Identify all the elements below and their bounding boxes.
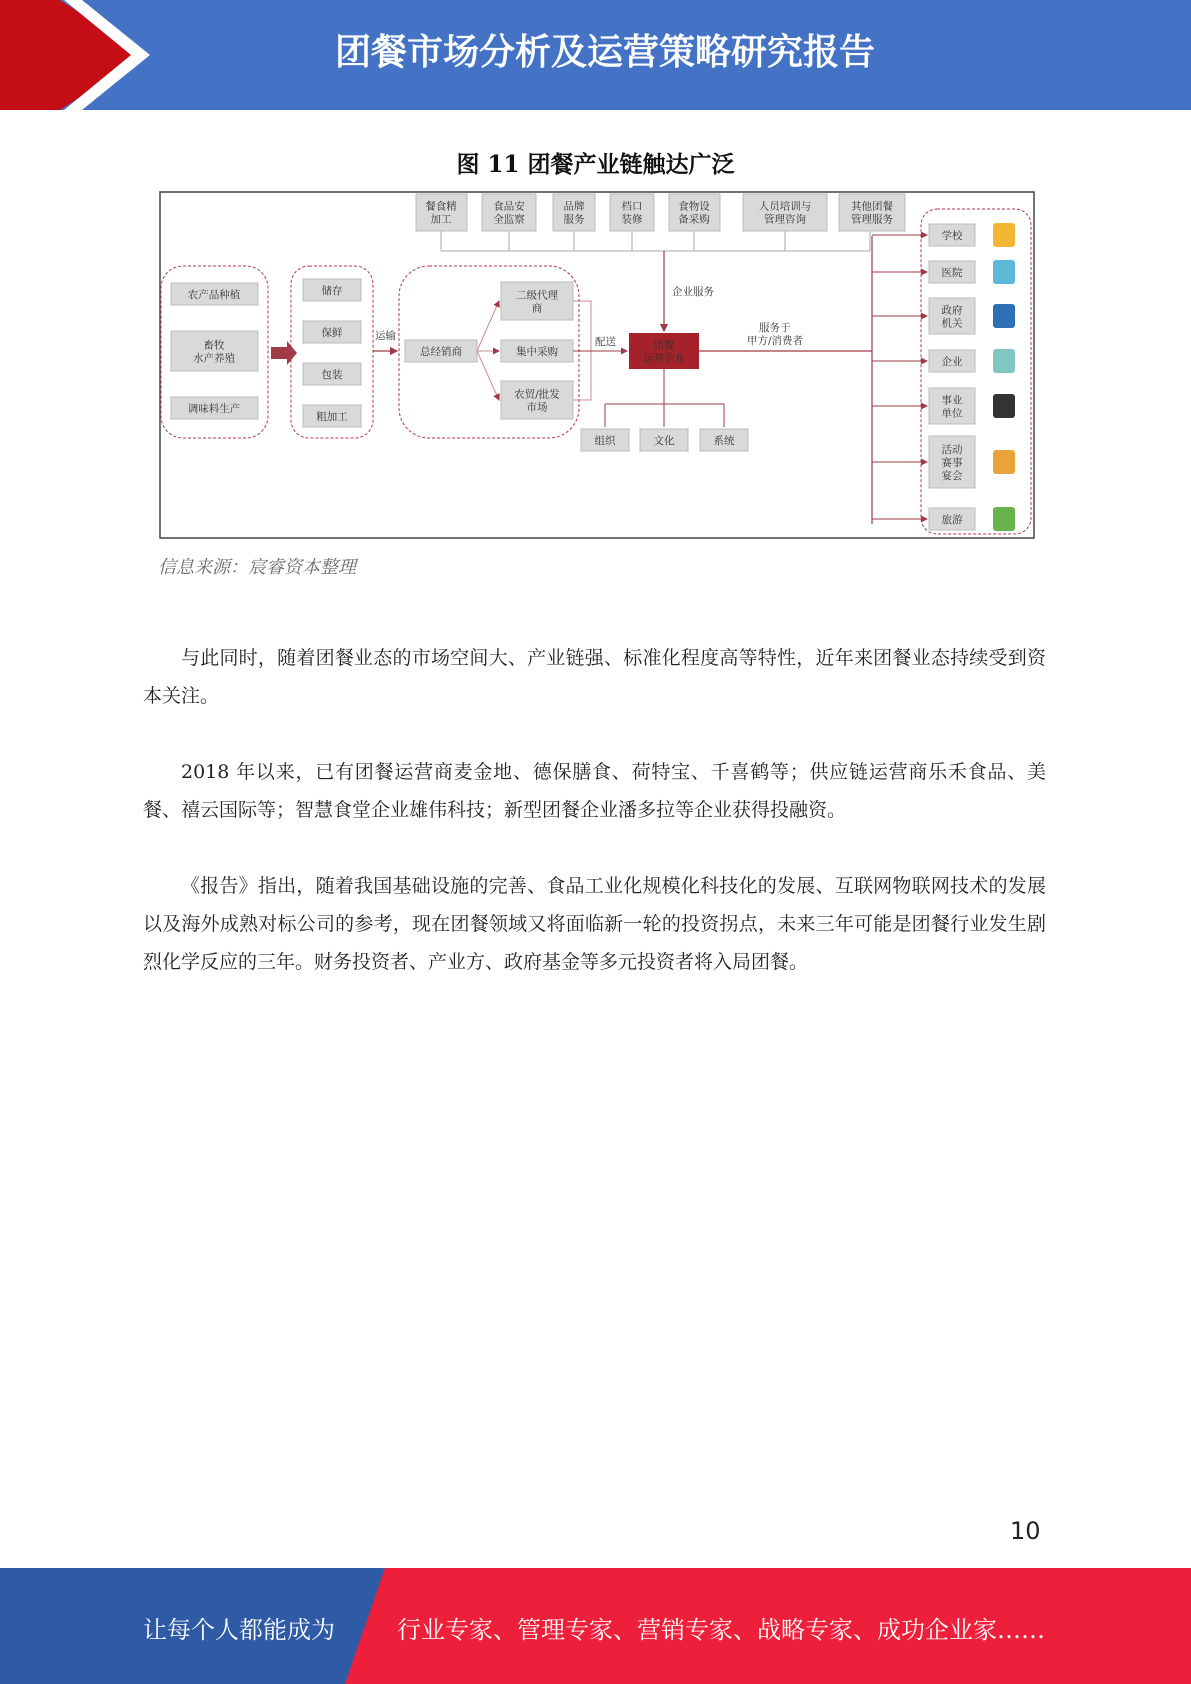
top-service-label: 备采购 bbox=[678, 213, 710, 226]
processing-label: 粗加工 bbox=[316, 411, 348, 423]
industry-chain-diagram bbox=[159, 191, 1035, 539]
core-label: 团餐 bbox=[653, 339, 675, 352]
customer-icon bbox=[993, 394, 1015, 418]
channel-label: 商 bbox=[531, 302, 543, 315]
footer-slogan-left: 让每个人都能成为 bbox=[143, 1616, 335, 1644]
bottom-label: 系统 bbox=[713, 435, 735, 447]
top-service-label: 餐食精 bbox=[425, 200, 457, 213]
bottom-label: 文化 bbox=[653, 435, 675, 447]
production-label: 农产品种植 bbox=[187, 289, 241, 301]
top-service-label: 档口 bbox=[621, 200, 643, 213]
top-service-label: 人员培训与 bbox=[758, 200, 812, 213]
top-service-label: 全监察 bbox=[493, 213, 525, 226]
channel-label: 农贸/批发 bbox=[514, 388, 560, 401]
processing-label: 保鲜 bbox=[321, 327, 343, 339]
customer-label: 宴会 bbox=[941, 470, 963, 482]
page-header bbox=[0, 0, 1191, 110]
top-service-label: 服务 bbox=[563, 213, 585, 226]
customer-label: 医院 bbox=[941, 267, 963, 279]
processing-label: 储存 bbox=[321, 285, 343, 297]
customer-label: 旅游 bbox=[941, 514, 963, 526]
customer-icon bbox=[993, 260, 1015, 284]
top-service-label: 加工 bbox=[430, 213, 452, 226]
channel-label: 市场 bbox=[526, 401, 548, 414]
top-service-label: 其他团餐 bbox=[851, 200, 893, 213]
paragraph-3: 《报告》指出，随着我国基础设施的完善、食品工业化规模化科技化的发展、互联网物联网技术的发展以及海外成熟对标公司的参考，现在团餐领域又将面临新一轮的投资拐点，未来三年可能是团餐行业发生剧烈化学反应的三年。财务投资者、产业方、政府基金等多元投资者将入局团餐。 bbox=[143, 875, 1046, 973]
channel-label: 二级代理 bbox=[516, 289, 558, 302]
serves-label-2: 甲方/消费者 bbox=[747, 335, 804, 347]
top-service-label: 管理咨询 bbox=[764, 213, 806, 226]
delivery-label: 配送 bbox=[595, 336, 616, 348]
header-title: 团餐市场分析及运营策略研究报告 bbox=[334, 32, 875, 73]
top-service-label: 食物设 bbox=[678, 200, 710, 213]
top-service-label: 品牌 bbox=[563, 200, 585, 213]
channel-label: 集中采购 bbox=[516, 346, 558, 358]
paragraph-2: 2018 年以来，已有团餐运营商麦金地、德保膳食、荷特宝、千喜鹤等；供应链运营商乐禾食品、美餐、禧云国际等；智慧食堂企业雄伟科技；新型团餐企业潘多拉等企业获得投融资。 bbox=[143, 761, 1046, 821]
customer-icon bbox=[993, 450, 1015, 474]
customer-label: 单位 bbox=[941, 407, 963, 420]
customer-icon bbox=[993, 507, 1015, 531]
enterprise-services-label: 企业服务 bbox=[672, 286, 714, 298]
figure-title: 图 11 团餐产业链触达广泛 bbox=[456, 151, 735, 178]
top-service-label: 管理服务 bbox=[851, 213, 893, 226]
production-label: 调味料生产 bbox=[187, 403, 241, 415]
customer-icon bbox=[993, 304, 1015, 328]
customer-label: 事业 bbox=[941, 394, 963, 407]
top-service-label: 食品安 bbox=[493, 200, 525, 213]
bottom-label: 组织 bbox=[594, 435, 616, 447]
processing-label: 包装 bbox=[321, 369, 343, 381]
transport-label: 运输 bbox=[375, 330, 396, 342]
distributor-label: 总经销商 bbox=[420, 346, 462, 358]
customer-label: 机关 bbox=[941, 317, 963, 330]
production-label: 畜牧 bbox=[203, 339, 225, 352]
serves-label-1: 服务于 bbox=[759, 322, 791, 334]
production-label: 水产养殖 bbox=[193, 352, 235, 365]
customer-label: 活动 bbox=[941, 444, 963, 456]
paragraph-1: 与此同时，随着团餐业态的市场空间大、产业链强、标准化程度高等特性，近年来团餐业态持续受到资本关注。 bbox=[143, 647, 1046, 707]
page-number: 10 bbox=[1010, 1517, 1041, 1545]
customer-icon bbox=[993, 349, 1015, 373]
customer-label: 政府 bbox=[941, 304, 963, 317]
top-service-label: 装修 bbox=[621, 213, 643, 226]
customer-label: 企业 bbox=[941, 356, 963, 368]
figure-source: 信息来源：宸睿资本整理 bbox=[158, 557, 356, 578]
customer-label: 学校 bbox=[941, 230, 963, 242]
customer-label: 赛事 bbox=[941, 457, 963, 469]
footer-slogan-right: 行业专家、管理专家、营销专家、战略专家、成功企业家…… bbox=[397, 1616, 1045, 1644]
customer-icon bbox=[993, 223, 1015, 247]
core-label: 运营企业 bbox=[643, 352, 685, 365]
